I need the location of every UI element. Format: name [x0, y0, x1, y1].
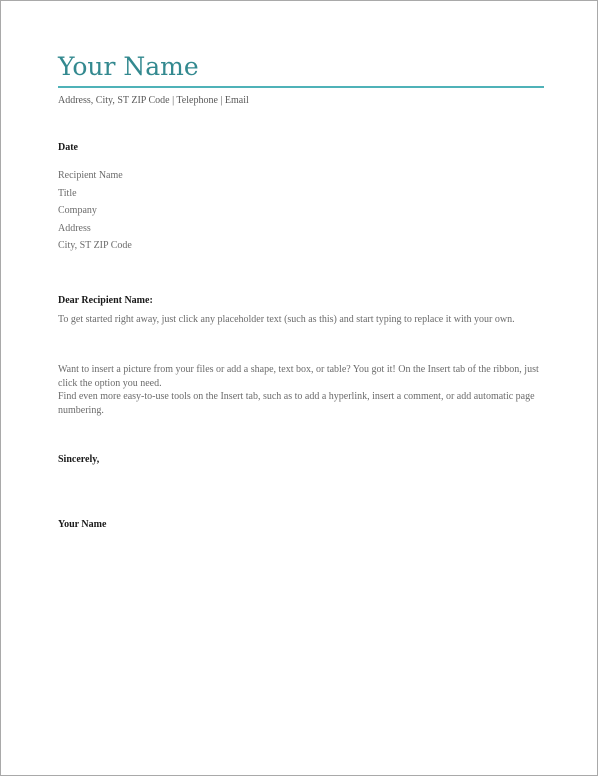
recipient-address-block: [58, 167, 132, 255]
recipient-city-line[interactable]: City, ST ZIP Code: [58, 240, 132, 252]
salutation[interactable]: Dear Recipient Name:: [58, 295, 153, 306]
body-paragraph[interactable]: Find even more easy-to-use tools on the Insert tab, such as to add a hyperlink, insert a comment, or add automatic page numbering.: [58, 391, 535, 416]
recipient-name-line[interactable]: Recipient Name: [58, 170, 123, 181]
sender-contact-line[interactable]: Address, City, ST ZIP Code | Telephone | Email: [58, 95, 249, 106]
body-paragraph[interactable]: To get started right away, just click any placeholder text (such as this) and start typing to replace it with your own.: [58, 314, 515, 325]
heading-divider: [58, 86, 544, 88]
date-field[interactable]: Date: [58, 142, 78, 153]
recipient-company-line[interactable]: Company: [58, 205, 97, 217]
sender-name-heading[interactable]: Your Name: [58, 52, 199, 81]
signature-name[interactable]: Your Name: [58, 519, 107, 530]
recipient-title-line[interactable]: Title: [58, 187, 77, 199]
recipient-address-line[interactable]: Address: [58, 222, 91, 234]
closing[interactable]: Sincerely,: [58, 454, 100, 465]
body-paragraph[interactable]: Want to insert a picture from your files or add a shape, text box, or table? You got it! On the Insert tab of the ribbon, just click the option you need.: [58, 364, 539, 389]
